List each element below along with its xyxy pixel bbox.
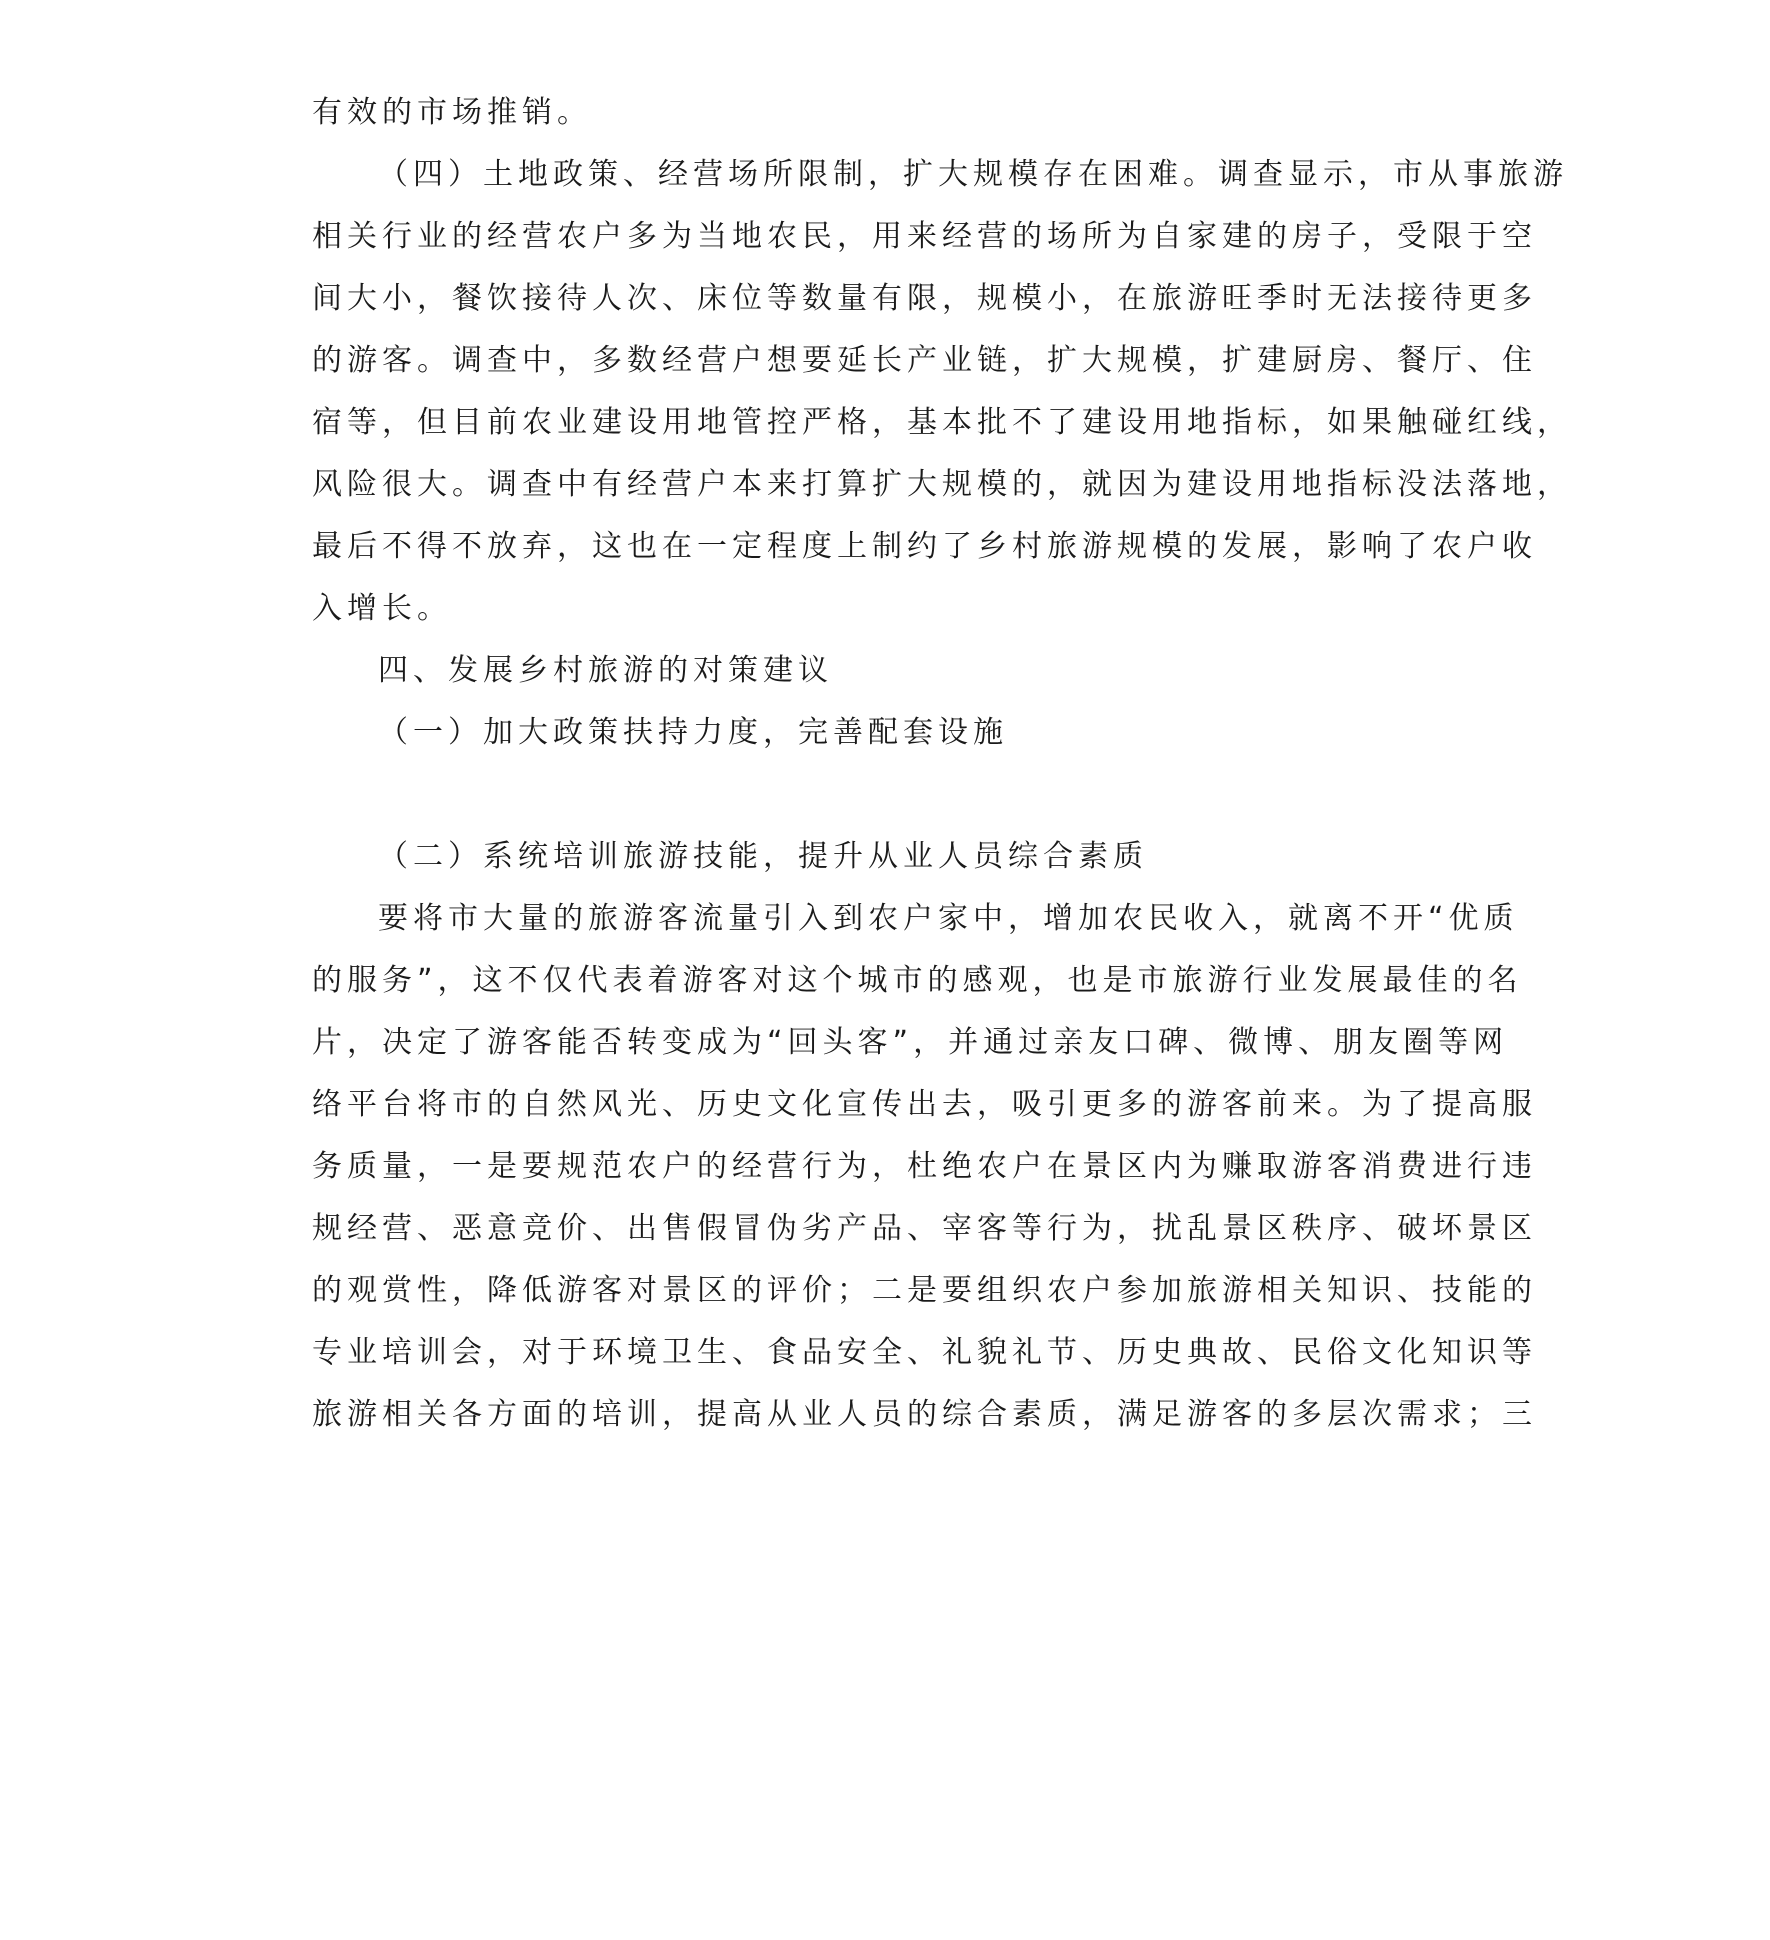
paragraph-line: 风险很大。调查中有经营户本来打算扩大规模的，就因为建设用地指标没法落地， xyxy=(312,467,1572,502)
paragraph-line: 要将市大量的旅游客流量引入到农户家中，增加农民收入，就离不开“优质 xyxy=(378,901,1519,936)
paragraph-line: 旅游相关各方面的培训，提高从业人员的综合素质，满足游客的多层次需求；三 xyxy=(312,1397,1537,1432)
subsection-heading-1: （一）加大政策扶持力度，完善配套设施 xyxy=(378,715,1008,750)
paragraph-line: 专业培训会，对于环境卫生、食品安全、礼貌礼节、历史典故、民俗文化知识等 xyxy=(312,1335,1537,1370)
paragraph-line: 务质量，一是要规范农户的经营行为，杜绝农户在景区内为赚取游客消费进行违 xyxy=(312,1149,1537,1184)
paragraph-line: 间大小，餐饮接待人次、床位等数量有限，规模小，在旅游旺季时无法接待更多 xyxy=(312,281,1537,316)
paragraph-line: 宿等，但目前农业建设用地管控严格，基本批不了建设用地指标，如果触碰红线， xyxy=(312,405,1572,440)
section-heading-4: （四）土地政策、经营场所限制，扩大规模存在困难。调查显示，市从事旅游 xyxy=(378,157,1568,192)
paragraph-line: 片，决定了游客能否转变成为“回头客”，并通过亲友口碑、微博、朋友圈等网 xyxy=(312,1025,1509,1060)
paragraph-line: 的游客。调查中，多数经营户想要延长产业链，扩大规模，扩建厨房、餐厅、住 xyxy=(312,343,1537,378)
paragraph-line: 最后不得不放弃，这也在一定程度上制约了乡村旅游规模的发展，影响了农户收 xyxy=(312,529,1537,564)
paragraph-line: 有效的市场推销。 xyxy=(312,95,592,130)
paragraph-line: 络平台将市的自然风光、历史文化宣传出去，吸引更多的游客前来。为了提高服 xyxy=(312,1087,1537,1122)
paragraph-line: 入增长。 xyxy=(312,591,452,626)
paragraph-line: 的服务”，这不仅代表着游客对这个城市的感观，也是市旅游行业发展最佳的名 xyxy=(312,963,1523,998)
paragraph-line: 规经营、恶意竞价、出售假冒伪劣产品、宰客等行为，扰乱景区秩序、破坏景区 xyxy=(312,1211,1537,1246)
chapter-heading: 四、发展乡村旅游的对策建议 xyxy=(378,653,833,688)
subsection-heading-2: （二）系统培训旅游技能，提升从业人员综合素质 xyxy=(378,839,1148,874)
paragraph-line: 相关行业的经营农户多为当地农民，用来经营的场所为自家建的房子，受限于空 xyxy=(312,219,1537,254)
paragraph-line: 的观赏性，降低游客对景区的评价；二是要组织农户参加旅游相关知识、技能的 xyxy=(312,1273,1537,1308)
